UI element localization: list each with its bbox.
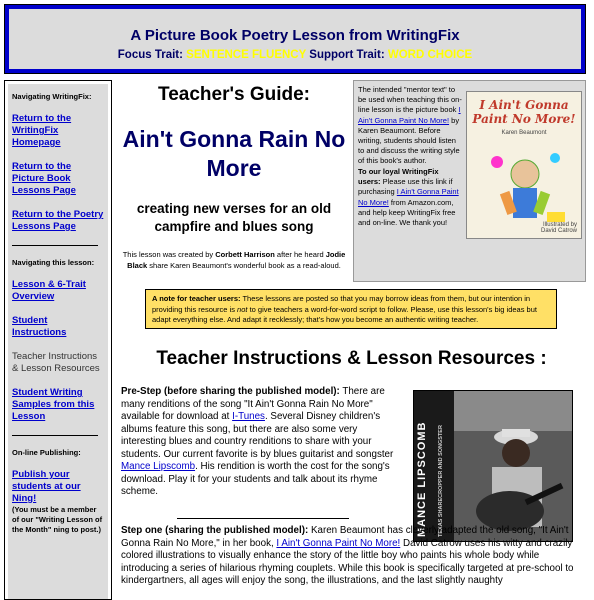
content-divider — [177, 518, 349, 519]
prestep-paragraph — [121, 386, 403, 499]
credit-text: share Karen Beaumont's wonderful book as a read-aloud. — [147, 261, 341, 270]
lesson-link-overview[interactable]: Lesson & 6-Trait Overview — [12, 279, 86, 302]
prestep-heading: Pre-Step (before sharing the published model): — [121, 386, 340, 397]
album-subtitle: TEXAS SHARECROPPER AND SONGSTER — [438, 425, 444, 537]
nav-heading: Navigating WritingFix: — [12, 92, 92, 101]
teacher-note — [145, 289, 557, 329]
album-artist: MANCE LIPSCOMB — [416, 421, 428, 537]
mentor-text: The intended "mentor text" to be used when teaching this on-line lesson is the picture book — [358, 85, 462, 115]
lesson-link-student-instructions[interactable]: Student Instructions — [12, 315, 67, 338]
step-one-text: David Catrow uses his witty and crazily colored illustrations to visually enhance the story of the little boy who paints his whole body while introducing a series of hilarious rhyming couplets. While this book is specifically targeted at pre-school to kindergartners, all ages will enjoy the song, the illustrations, and the last slightly naughty — [121, 537, 574, 586]
publish-note: (You must be a member of our "Writing Lesson of the Month" ning to post.) — [12, 505, 103, 534]
focus-trait-label: Focus Trait: — [117, 49, 183, 61]
prestep-text: There are many renditions of the song "It Ain't Gonna Rain No More" available for download at — [121, 386, 385, 422]
mance-lipscomb-link[interactable]: Mance Lipscomb — [121, 461, 196, 472]
prestep-text: . Several Disney children's albums feature this song, but there are also some very interesting blues and country renditions to share with your students. Our current favorite is by blues guitarist and songster — [121, 411, 394, 460]
mentor-text-description — [358, 85, 462, 167]
illustrated-by-label: Illustrated by — [542, 222, 577, 228]
nav-link-homepage[interactable]: Return to the WritingFix Homepage — [12, 113, 72, 148]
step-one-text: Karen Beaumont has cleverly adapted the old song, "It Ain't Gonna Rain No More," in her book, — [121, 525, 569, 549]
step-one-paragraph — [121, 525, 579, 588]
cover-illustrator — [541, 222, 577, 234]
header-banner — [4, 4, 586, 74]
main-content — [117, 80, 586, 600]
trait-line — [9, 49, 581, 61]
step-one-book-link[interactable]: I Ain't Gonna Paint No More! — [276, 537, 401, 549]
credit-author: Corbett Harrison — [215, 250, 275, 259]
nav-link-picture-book[interactable]: Return to the Picture Book Lessons Page — [12, 161, 76, 196]
support-trait: WORD CHOICE — [387, 49, 473, 61]
note-text: These lessons are posted so that you may borrow ideas from them, but our intention in providing this resource is — [152, 294, 531, 314]
lesson-heading: Navigating this lesson: — [12, 258, 95, 267]
focus-trait: SENTENCE FLUENCY — [186, 49, 307, 61]
amazon-text: from Amazon.com, and help keep WritingFix free and on-line. We thank you! — [358, 197, 456, 228]
mentor-book-link[interactable]: I Ain't Gonna Paint No More! — [358, 105, 461, 125]
book-cover-image[interactable] — [466, 91, 582, 239]
cover-title: I Ain't Gonna Paint No More! — [472, 98, 576, 126]
amazon-text: Please use this link if purchasing — [358, 177, 453, 197]
section-heading: Teacher Instructions & Lesson Resources : — [156, 348, 547, 369]
sidebar-divider — [12, 245, 98, 246]
loyal-users-label: To our loyal WritingFix users: — [358, 167, 439, 187]
cover-author: Karen Beaumont — [501, 130, 547, 136]
lesson-subtitle: creating new verses for an old campfire and blues song — [136, 201, 332, 234]
credit-jodie: Jodie Black — [127, 250, 346, 270]
creator-credit — [117, 249, 351, 271]
note-emphasis: not — [237, 304, 248, 314]
lesson-current-page: Teacher Instructions & Lesson Resources — [12, 351, 100, 374]
nav-link-poetry[interactable]: Return to the Poetry Lessons Page — [12, 209, 104, 232]
note-heading: A note for teacher users: — [152, 294, 241, 303]
book-title: Ain't Gonna Rain No More — [122, 126, 346, 181]
prestep-text: . His rendition is worth the cost for the song's download. Play it for your students and talk about its rhyme scheme. — [121, 461, 390, 497]
publish-heading: On-line Publishing: — [12, 448, 81, 457]
page-title: A Picture Book Poetry Lesson from WritingFix — [130, 27, 460, 44]
support-trait-label: Support Trait: — [309, 49, 385, 61]
guide-title: Teacher's Guide: — [158, 84, 310, 105]
itunes-link[interactable]: I-Tunes — [232, 411, 265, 422]
illustrator-name: David Catrow — [540, 228, 577, 234]
sidebar-divider — [12, 435, 98, 436]
step-one-heading: Step one (sharing the published model): — [121, 525, 309, 536]
sidebar — [4, 80, 112, 600]
credit-text: after he heard — [274, 250, 326, 259]
credit-text: This lesson was created by — [122, 250, 216, 259]
header-panel — [9, 9, 581, 69]
album-cover-image — [413, 390, 573, 542]
mentor-text-box — [353, 80, 586, 282]
album-photo — [414, 391, 573, 542]
mentor-text: by Karen Beaumont. Before writing, students should listen to and discuss the writing style of this book's author. — [358, 115, 460, 166]
sidebar-panel — [8, 84, 108, 599]
amazon-book-link[interactable]: I Ain't Gonna Paint No More! — [358, 187, 459, 207]
publish-link[interactable]: Publish your students at our Ning! — [12, 469, 81, 504]
amazon-note — [358, 167, 462, 228]
cover-illustration — [467, 92, 582, 239]
lesson-link-samples[interactable]: Student Writing Samples from this Lesson — [12, 387, 95, 422]
note-text: to give teachers a word-for-word script to follow. Please, use this lesson's big ideas but adapt everything else. And adapt it recklessly; that's how you become an authentic writing teacher. — [152, 304, 537, 324]
